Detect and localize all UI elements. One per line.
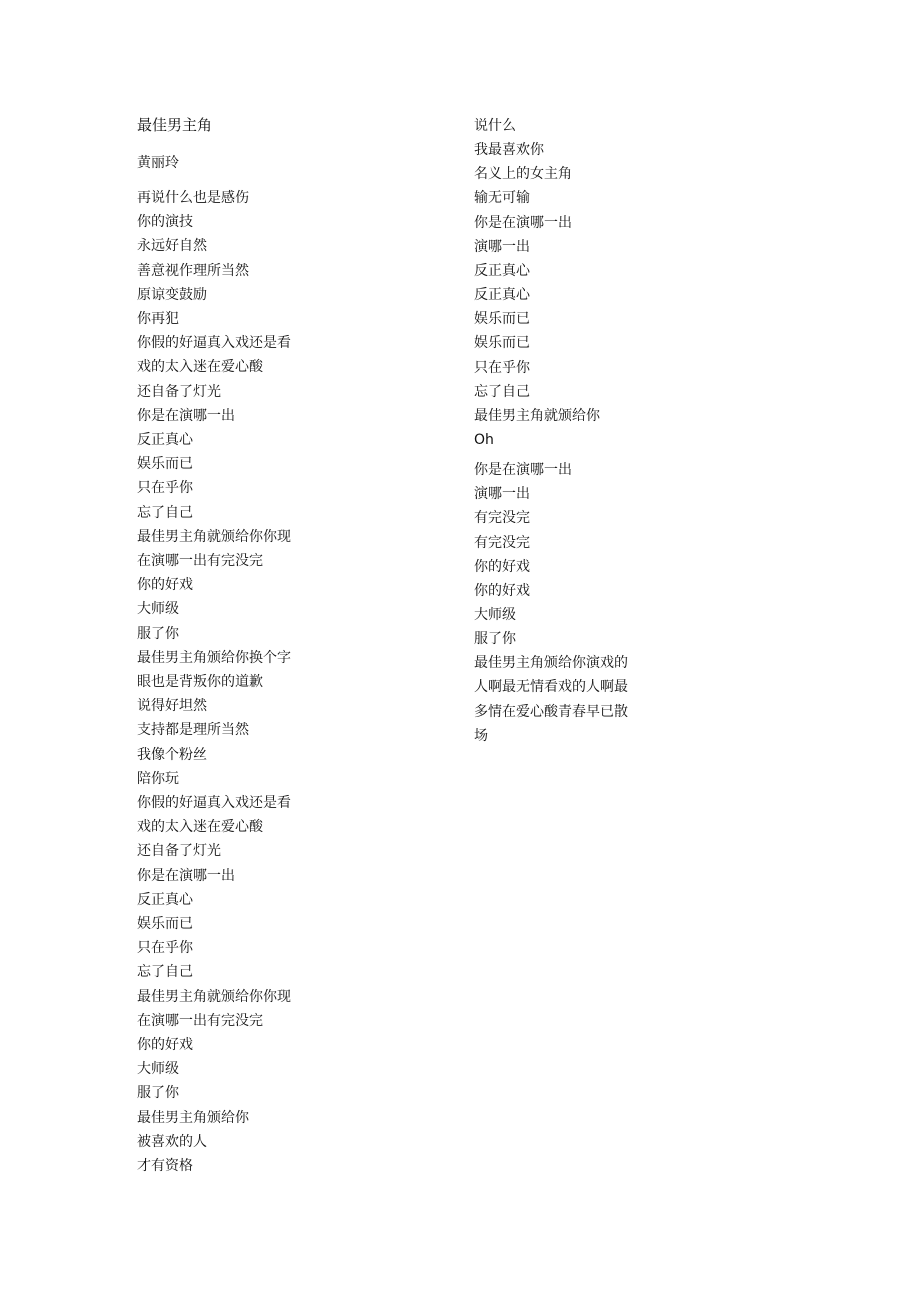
lyric-line: 才有资格	[137, 1158, 193, 1174]
lyric-line: 你是在演哪一出	[137, 407, 235, 424]
lyric-line: Oh	[474, 431, 494, 448]
lyric-line: 陪你玩	[137, 770, 179, 787]
lyric-line: 反正真心	[474, 262, 530, 279]
lyric-line: 说得好坦然	[137, 698, 207, 715]
lyric-line: 在演哪一出有完没完	[137, 1012, 263, 1029]
lyric-line: 大师级	[474, 607, 516, 623]
lyric-line: 演哪一出	[474, 238, 530, 255]
lyric-line: 演哪一出	[474, 486, 530, 503]
lyric-line: 反正真心	[137, 432, 193, 448]
lyric-line: 你假的好逼真入戏还是看	[137, 335, 291, 352]
lyric-line: 输无可输	[474, 190, 530, 207]
lyric-line: 娱乐而已	[474, 311, 530, 328]
lyric-line: 人啊最无情看戏的人啊最	[474, 679, 628, 696]
lyric-line: 你的好戏	[474, 582, 530, 599]
lyric-line: 只在乎你	[474, 359, 530, 376]
lyric-line: 娱乐而已	[474, 335, 530, 352]
lyric-line: 服了你	[137, 625, 179, 642]
song-artist: 黄丽玲	[137, 155, 179, 171]
lyric-line: 原谅变鼓励	[137, 286, 207, 303]
lyric-line: 还自备了灯光	[137, 383, 221, 400]
lyric-line: 眼也是背叛你的道歉	[137, 674, 263, 690]
lyric-line: 多情在爱心酸青春早已散	[474, 703, 628, 720]
lyric-line: 有完没完	[474, 510, 530, 527]
lyric-line: 最佳男主角颁给你换个字	[137, 649, 291, 666]
lyric-line: 最佳男主角颁给你	[137, 1109, 249, 1126]
lyric-line: 服了你	[137, 1085, 179, 1102]
lyric-line: 支持都是理所当然	[137, 722, 249, 739]
lyric-line: 服了你	[474, 631, 516, 648]
lyric-line: 大师级	[137, 601, 179, 618]
lyric-line: 再说什么也是感伤	[137, 190, 249, 206]
lyric-line: 有完没完	[474, 534, 530, 551]
lyric-line: 还自备了灯光	[137, 843, 221, 860]
lyric-line: 永远好自然	[137, 238, 207, 255]
lyric-line: 你的好戏	[137, 1037, 193, 1053]
lyric-line: 善意视作理所当然	[137, 262, 249, 279]
lyric-line: 名义上的女主角	[474, 166, 572, 183]
lyric-line: 说什么	[474, 118, 516, 134]
lyric-line: 戏的太入迷在爱心酸	[137, 819, 263, 836]
lyric-line: 被喜欢的人	[137, 1133, 207, 1150]
lyric-line: 最佳男主角就颁给你你现	[137, 528, 291, 545]
lyric-line: 只在乎你	[137, 940, 193, 957]
lyric-line: 你的好戏	[137, 577, 193, 594]
lyric-line: 忘了自己	[137, 964, 193, 981]
lyric-line: 你是在演哪一出	[474, 214, 572, 231]
lyric-line: 娱乐而已	[137, 916, 193, 932]
lyric-line: 最佳男主角就颁给你你现	[137, 988, 291, 1005]
lyric-line: 在演哪一出有完没完	[137, 553, 263, 569]
lyric-line: 你的好戏	[474, 558, 530, 575]
lyric-line: 你是在演哪一出	[137, 867, 235, 884]
lyric-line: 忘了自己	[137, 504, 193, 521]
lyric-line: 最佳男主角颁给你演戏的	[474, 655, 628, 672]
lyric-line: 你假的好逼真入戏还是看	[137, 795, 291, 811]
lyric-line: 忘了自己	[474, 383, 530, 400]
lyric-line: 你的演技	[137, 214, 193, 231]
lyric-line: 反正真心	[137, 891, 193, 908]
lyric-line: 只在乎你	[137, 480, 193, 497]
lyric-line: 场	[474, 727, 488, 744]
lyric-line: 你是在演哪一出	[474, 462, 572, 479]
lyric-line: 你再犯	[137, 311, 179, 327]
lyric-line: 最佳男主角就颁给你	[474, 407, 600, 424]
lyric-line: 我最喜欢你	[474, 142, 544, 159]
song-title: 最佳男主角	[137, 116, 213, 134]
lyric-line: 娱乐而已	[137, 456, 193, 473]
lyric-line: 反正真心	[474, 287, 530, 304]
lyric-line: 大师级	[137, 1061, 179, 1078]
lyric-line: 我像个粉丝	[137, 746, 207, 763]
lyric-line: 戏的太入迷在爱心酸	[137, 359, 263, 376]
